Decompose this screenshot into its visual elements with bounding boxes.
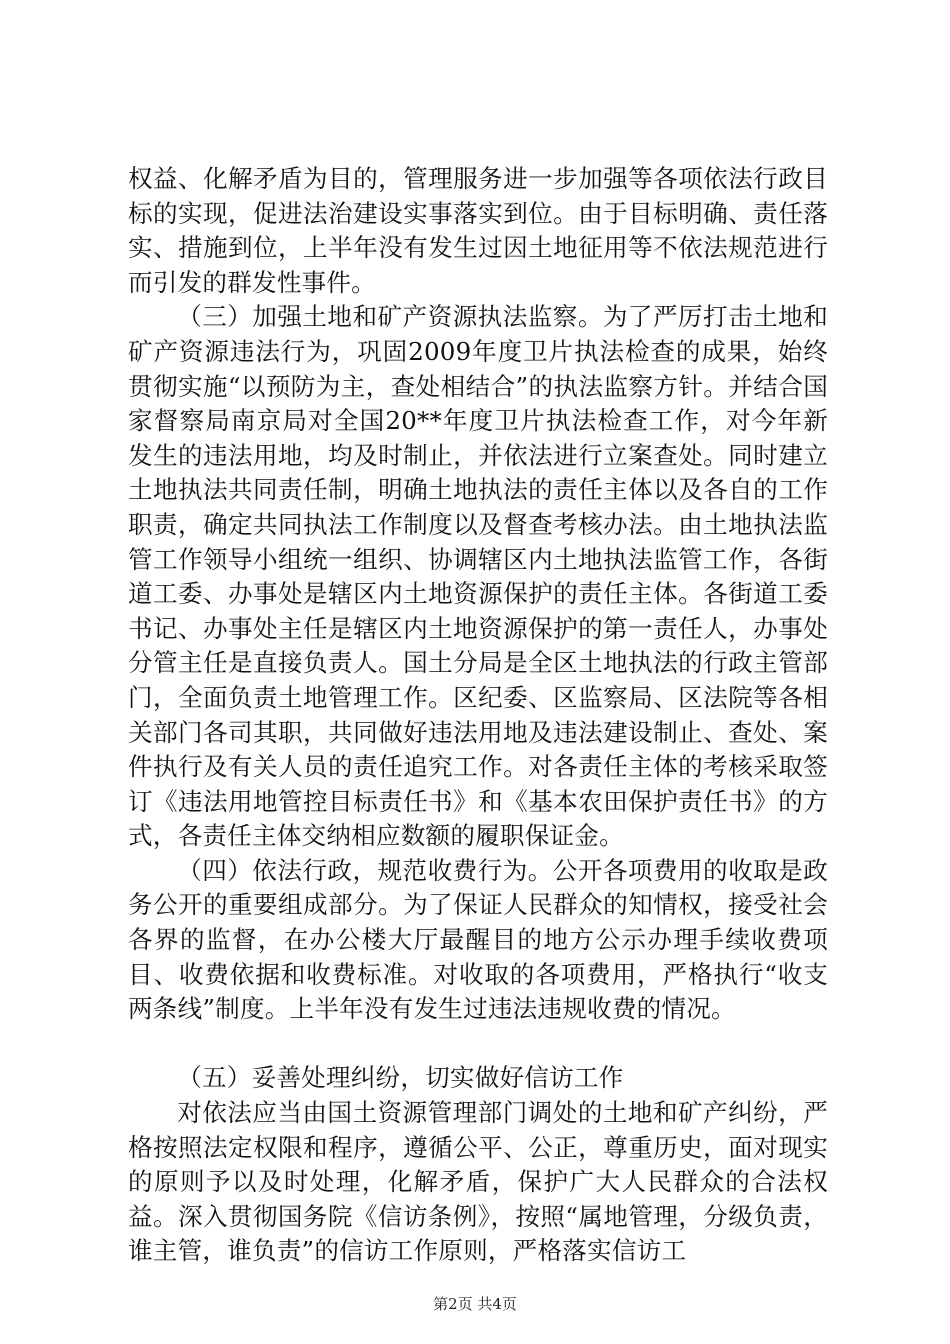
section-heading-5: （五）妥善处理纠纷，切实做好信访工作	[177, 1063, 624, 1093]
paragraph-3: （四）依法行政，规范收费行为。公开各项费用的收取是政务公开的重要组成部分。为了保证人民群众的知情权，接受社会各界的监督，在办公楼大厅最醒目的地方公示办理手续收费项目、收费依据和收费标准。对收取的各项费用，严格执行“收支两条线”制度。上半年没有发生过违法违规收费的情况。	[128, 855, 828, 1024]
page-footer: 第2页 共4页	[433, 1295, 517, 1313]
paragraph-4: 对依法应当由国土资源管理部门调处的土地和矿产纠纷，严格按照法定权限和程序，遵循公平、公正，尊重历史，面对现实的原则予以及时处理，化解矛盾，保护广大人民群众的合法权益。深入贯彻国务院《信访条例》，按照“属地管理，分级负责，谁主管，谁负责”的信访工作原则，严格落实信访工	[128, 1098, 828, 1266]
paragraph-gap	[128, 1027, 828, 1062]
document-body	[128, 162, 828, 1269]
paragraph-2: （三）加强土地和矿产资源执法监察。为了严厉打击土地和矿产资源违法行为，巩固2009年度卫片执法检查的成果，始终贯彻实施“以预防为主，查处相结合”的执法监察方针。并结合国家督察局南京局对全国20**年度卫片执法检查工作，对今年新发生的违法用地，均及时制止，并依法进行立案查处。同时建立土地执法共同责任制，明确土地执法的责任主体以及各自的工作职责，确定共同执法工作制度以及督查考核办法。由土地执法监管工作领导小组统一组织、协调辖区内土地执法监管工作，各街道工委、办事处是辖区内土地资源保护的责任主体。各街道工委书记、办事处主任是辖区内土地资源保护的第一责任人，办事处分管主任是直接负责人。国土分局是全区土地执法的行政主管部门，全面负责土地管理工作。区纪委、区监察局、区法院等各相关部门各司其职，共同做好违法用地及违法建设制止、查处、案件执行及有关人员的责任追究工作。对各责任主体的考核采取签订《违法用地管控目标责任书》和《基本农田保护责任书》的方式，各责任主体交纳相应数额的履职保证金。	[128, 302, 828, 851]
paragraph-1: 权益、化解矛盾为目的，管理服务进一步加强等各项依法行政目标的实现，促进法治建设实事落实到位。由于目标明确、责任落实、措施到位，上半年没有发生过因土地征用等不依法规范进行而引发的群发性事件。	[128, 164, 828, 297]
